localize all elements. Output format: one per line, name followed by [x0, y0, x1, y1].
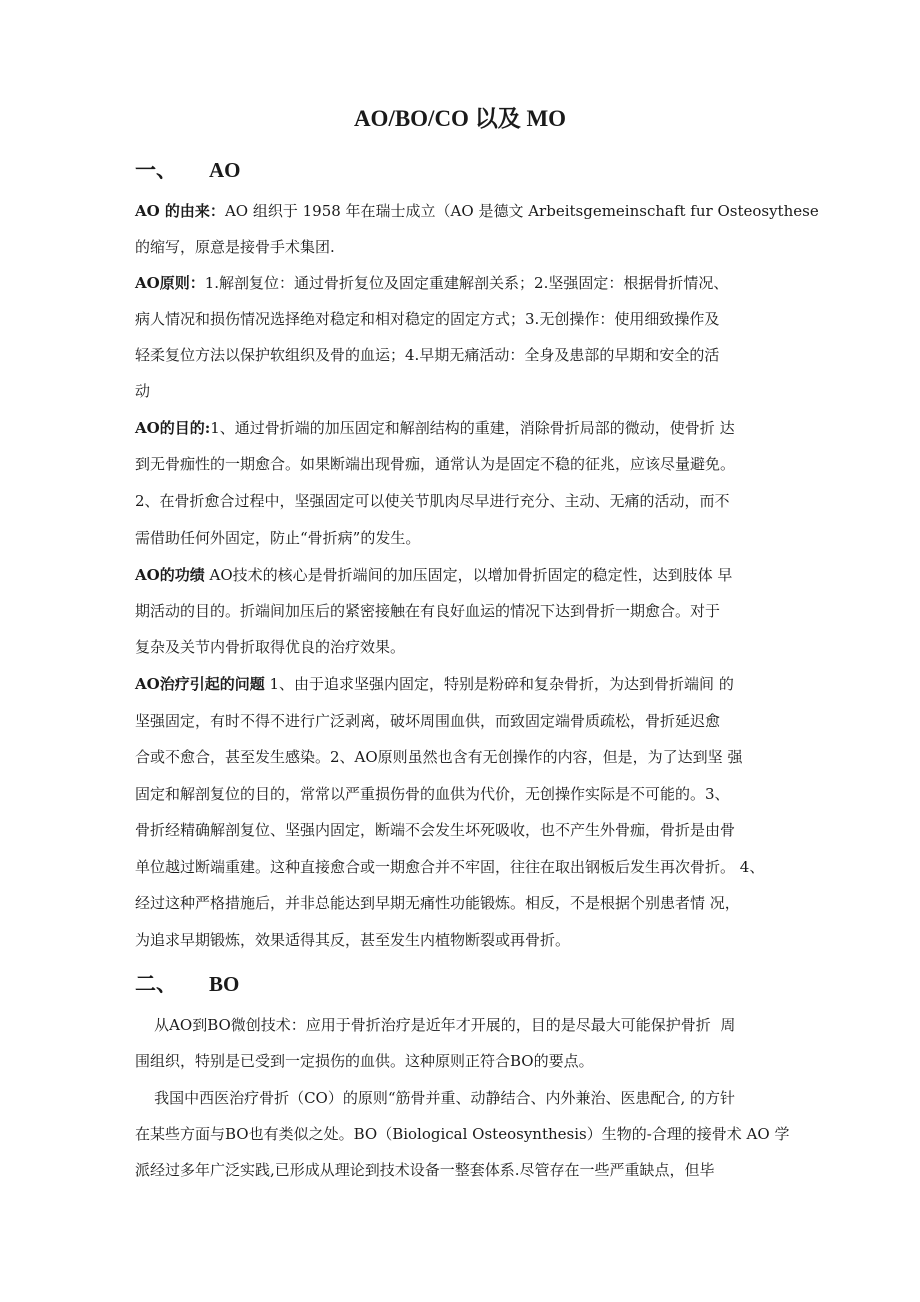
paragraph-line: 2、在骨折愈合过程中，坚强固定可以使关节肌肉尽早进行充分、主动、无痛的活动，而不 [135, 492, 730, 510]
paragraph-line: 期活动的目的。折端间加压后的紧密接触在有良好血运的情况下达到骨折一期愈合。对于 [135, 602, 721, 620]
paragraph-line: 固定和解剖复位的目的，常常以严重损伤骨的血供为代价，无创操作实际是不可能的。3、 [135, 785, 730, 803]
origin-label: AO 的由来： [135, 202, 225, 220]
section-number: 二、 [135, 972, 177, 996]
document-title: AO/BO/CO 以及 MO [353, 106, 567, 131]
section-heading-ao [135, 154, 241, 184]
paragraph-line: 派经过多年广泛实践,已形成从理论到技术设备一整套体系.尽管存在一些严重缺点，但毕 [135, 1161, 715, 1179]
merit-label: AO的功绩 [135, 566, 205, 584]
problems-label: AO治疗引起的问题 [135, 675, 265, 693]
principles-label: AO原则： [135, 274, 205, 292]
paragraph-line: 单位越过断端重建。这种直接愈合或一期愈合并不牢固，往往在取出钢板后发生再次骨折。 4、 [135, 858, 765, 876]
paragraph-line: 坚强固定，有时不得不进行广泛剥离，破坏周围血供，而致固定端骨质疏松，骨折延迟愈 [135, 712, 721, 730]
paragraph-line: 需借助任何外固定，防止“骨折病”的发生。 [135, 529, 421, 547]
paragraph-line: 动 [135, 382, 151, 400]
section-number: 一、 [135, 158, 177, 182]
paragraph-line: 病人情况和损伤情况选择绝对稳定和相对稳定的固定方式；3.无创操作：使用细致操作及 [135, 310, 720, 328]
paragraph-line: AO 的由来：AO 组织于 1958 年在瑞士成立（AO 是德文 Arbeitsgemeinschaft fur Osteosythese [135, 202, 819, 220]
paragraph-line: AO原则：1.解剖复位：通过骨折复位及固定重建解剖关系；2.坚强固定：根据骨折情况、 [135, 274, 729, 292]
paragraph-line: 轻柔复位方法以保护软组织及骨的血运；4.早期无痛活动：全身及患部的早期和安全的活 [135, 346, 720, 364]
paragraph-line: 的缩写，原意是接骨手术集团. [135, 238, 335, 256]
paragraph-line: 从AO到BO微创技术：应用于骨折治疗是近年才开展的，目的是尽最大可能保护骨折 周 [135, 1016, 736, 1034]
paragraph-line: 经过这种严格措施后，并非总能达到早期无痛性功能锻炼。相反，不是根据个别患者情 况， [135, 894, 740, 912]
purpose-label: AO的目的: [135, 419, 211, 437]
paragraph-line: AO的目的:1、通过骨折端的加压固定和解剖结构的重建，消除骨折局部的微动，使骨折 达 [135, 419, 735, 437]
section-heading-bo [135, 968, 239, 998]
paragraph-line: 合或不愈合，甚至发生感染。2、AO原则虽然也含有无创操作的内容，但是，为了达到坚 强 [135, 748, 743, 766]
paragraph-line: AO的功绩 AO技术的核心是骨折端间的加压固定，以增加骨折固定的稳定性，达到肢体 早 [135, 566, 733, 584]
paragraph-line: 我国中西医治疗骨折（CO）的原则“筋骨并重、动静结合、内外兼治、医患配合, 的方针 [135, 1089, 736, 1107]
paragraph-line: 骨折经精确解剖复位、坚强内固定，断端不会发生坏死吸收，也不产生外骨痂，骨折是由骨 [135, 821, 736, 839]
paragraph-line: 为追求早期锻炼，效果适得其反，甚至发生内植物断裂或再骨折。 [135, 931, 571, 949]
paragraph-line: AO治疗引起的问题 1、由于追求坚强内固定，特别是粉碎和复杂骨折，为达到骨折端间 的 [135, 675, 734, 693]
paragraph-line: 在某些方面与BO也有类似之处。BO（Biological Osteosynthesis）生物的-合理的接骨术 AO 学 [135, 1125, 790, 1143]
paragraph-line: 复杂及关节内骨折取得优良的治疗效果。 [135, 638, 406, 656]
paragraph-line: 到无骨痂性的一期愈合。如果断端出现骨痂，通常认为是固定不稳的征兆，应该尽量避免。 [135, 455, 736, 473]
section-label: AO [209, 158, 241, 182]
paragraph-line: 围组织，特别是已受到一定损伤的血供。这种原则正符合BO的要点。 [135, 1052, 594, 1070]
section-label: BO [209, 972, 240, 996]
